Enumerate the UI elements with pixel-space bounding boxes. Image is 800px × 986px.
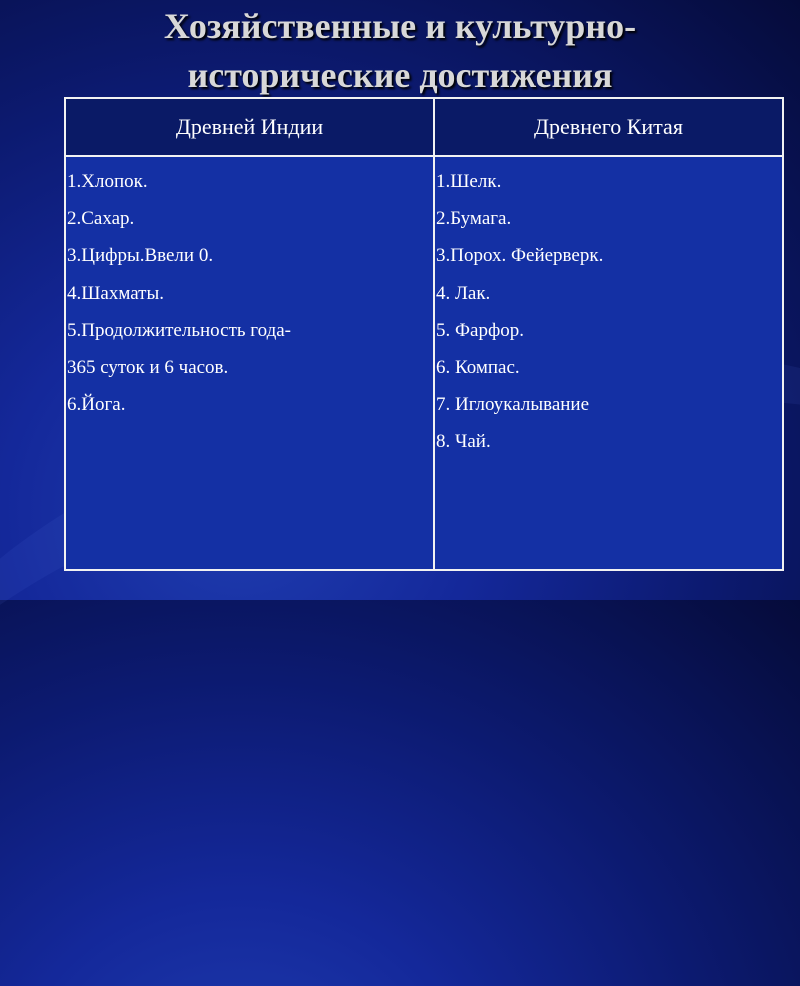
list-item: 4.Шахматы. bbox=[67, 282, 165, 304]
list-item: 4. Лак. bbox=[436, 282, 491, 304]
list-item: 2.Сахар. bbox=[67, 208, 135, 230]
list-item: 6.Йога. bbox=[67, 394, 126, 416]
list-item: 7. Иглоукалывание bbox=[436, 394, 590, 416]
list-item: 1.Хлопок. bbox=[67, 171, 148, 192]
list-item: 1.Шелк. bbox=[436, 171, 502, 192]
list-item: 3.Цифры.Ввели 0. bbox=[67, 245, 214, 267]
cell-india-achievements bbox=[65, 156, 434, 570]
india-list bbox=[67, 163, 433, 423]
list-item: 6. Компас. bbox=[436, 357, 520, 379]
slide-title-line-1: Хозяйственные и культурно- bbox=[163, 6, 637, 46]
list-item: 365 суток и 6 часов. bbox=[67, 357, 229, 379]
header-ancient-china: Древнего Китая bbox=[434, 98, 783, 156]
slide-title bbox=[0, 2, 800, 100]
china-list bbox=[436, 163, 782, 461]
table-header-row bbox=[65, 98, 783, 156]
list-item: 5. Фарфор. bbox=[436, 319, 525, 341]
list-item: 2.Бумага. bbox=[436, 208, 512, 230]
table-row bbox=[65, 156, 783, 570]
header-ancient-india: Древней Индии bbox=[65, 98, 434, 156]
slide-title-line-2: исторические достижения bbox=[187, 55, 613, 95]
list-item: 8. Чай. bbox=[436, 431, 491, 453]
list-item: 5.Продолжительность года- bbox=[67, 319, 291, 341]
cell-china-achievements bbox=[434, 156, 783, 570]
list-item: 3.Порох. Фейерверк. bbox=[436, 245, 604, 267]
achievements-table bbox=[64, 97, 784, 571]
